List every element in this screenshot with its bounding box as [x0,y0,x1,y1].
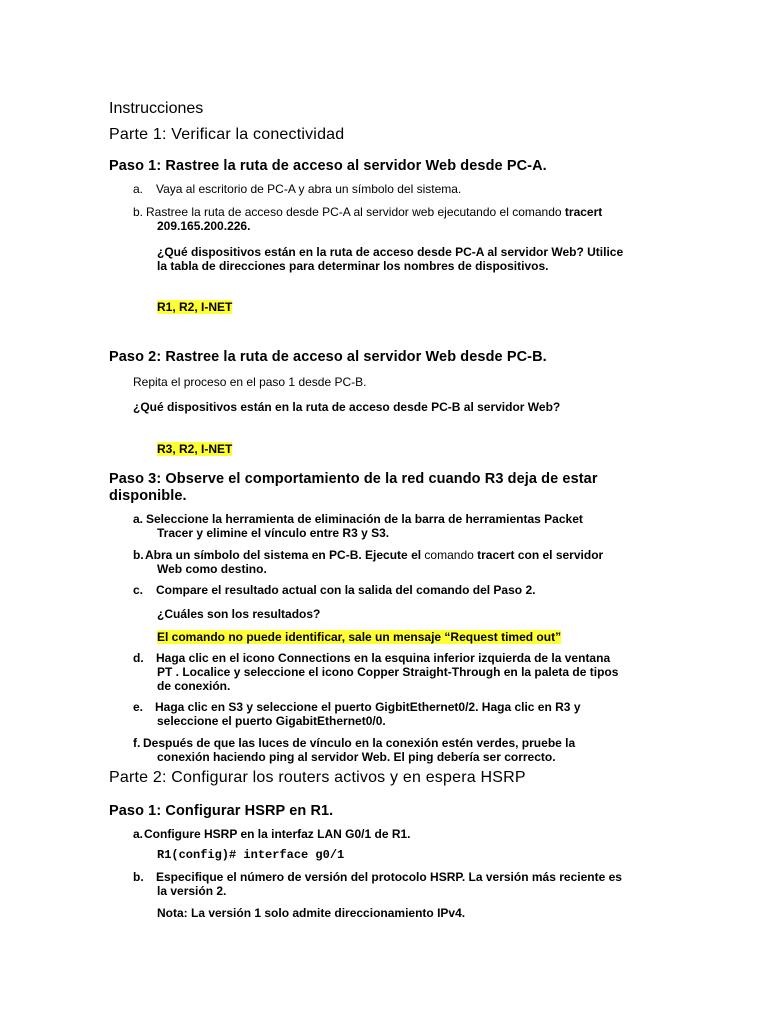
part1-step2-question: ¿Qué dispositivos están en la ruta de acceso desde PC-B al servidor Web? [133,400,561,414]
item-label: c. [133,583,144,597]
item-text: Abra un símbolo del sistema en PC-B. Ejecute el [145,548,422,562]
item-label: f. [133,736,141,750]
highlighted-answer: R3, R2, I-NET [157,442,233,456]
item-label: b. [133,548,144,562]
item-text: tracert con el servidor [477,548,604,562]
item-text: Configure HSRP en la interfaz LAN G0/1 de R1. [144,827,411,841]
part2-step1-note: Nota: La versión 1 solo admite direccionamiento IPv4. [157,906,466,920]
part1-step1-answer [157,300,232,314]
part1-title: Parte 1: Verificar la conectividad [109,126,345,143]
part1-step3-item-a-line2: Tracer y elimine el vínculo entre R3 y S3. [157,526,390,540]
item-label: e. [133,700,144,714]
item-text: Vaya al escritorio de PC-A y abra un símbolo del sistema. [156,182,462,196]
item-label: b. [133,205,144,219]
part1-step3-title-line1: Paso 3: Observe el comportamiento de la red cuando R3 deja de estar [109,471,598,487]
item-label: a. [133,827,144,841]
part1-step1-question-line1: ¿Qué dispositivos están en la ruta de acceso desde PC-A al servidor Web? Utilice [157,245,624,259]
part1-step3-item-e-line2: seleccione el puerto GigabitEthernet0/0. [157,714,386,728]
item-label: d. [133,651,144,665]
part2-title: Parte 2: Configurar los routers activos y en espera HSRP [109,769,526,786]
item-label: a. [133,182,144,196]
part2-step1-title: Paso 1: Configurar HSRP en R1. [109,803,334,819]
part1-step3-item-b-line2: Web como destino. [157,562,267,576]
part1-step3-c-question: ¿Cuáles son los resultados? [157,607,321,621]
item-text-normal: comando [424,548,474,562]
item-label: a. [133,512,144,526]
instructions-heading: Instrucciones [109,100,204,117]
item-text: Especifique el número de versión del protocolo HSRP. La versión más reciente es [156,870,622,884]
highlighted-answer: R1, R2, I-NET [157,300,233,314]
tracert-command: tracert [564,205,603,219]
part1-step1-question-line2: la tabla de direcciones para determinar los nombres de dispositivos. [157,259,549,273]
part1-step2-answer [157,442,232,456]
part1-step2-title: Paso 2: Rastree la ruta de acceso al servidor Web desde PC-B. [109,349,547,365]
part1-step3-item-f-line2: conexión haciendo ping al servidor Web. El ping debería ser correcto. [157,750,556,764]
item-text: Haga clic en S3 y seleccione el puerto GigbitEthernet0/2. Haga clic en R3 y [155,700,581,714]
item-text: Rastree la ruta de acceso desde PC-A al servidor web ejecutando el comando [146,205,562,219]
item-text: Compare el resultado actual con la salida del comando del Paso 2. [156,583,536,597]
item-text: Haga clic en el icono Connections en la esquina inferior izquierda de la ventana [156,651,611,665]
part1-step3-title-line2: disponible. [109,488,187,504]
part1-step2-repeat: Repita el proceso en el paso 1 desde PC-B. [133,375,367,389]
part2-step1-item-b-line2: la versión 2. [157,884,227,898]
r1-interface-command: R1(config)# interface g0/1 [157,848,345,862]
part1-step3-item-d-line3: de conexión. [157,679,231,693]
part1-step3-item-d-line2: PT . Localice y seleccione el icono Copper Straight-Through en la paleta de tipos [157,665,619,679]
item-text: Seleccione la herramienta de eliminación de la barra de herramientas Packet [146,512,583,526]
part1-step3-c-answer [157,630,561,644]
item-label: b. [133,870,144,884]
part1-step1-title: Paso 1: Rastree la ruta de acceso al servidor Web desde PC-A. [109,158,547,174]
highlighted-answer: El comando no puede identificar, sale un mensaje “Request timed out” [157,630,562,644]
target-ip: 209.165.200.226. [157,219,251,233]
item-text: Después de que las luces de vínculo en la conexión estén verdes, pruebe la [143,736,576,750]
